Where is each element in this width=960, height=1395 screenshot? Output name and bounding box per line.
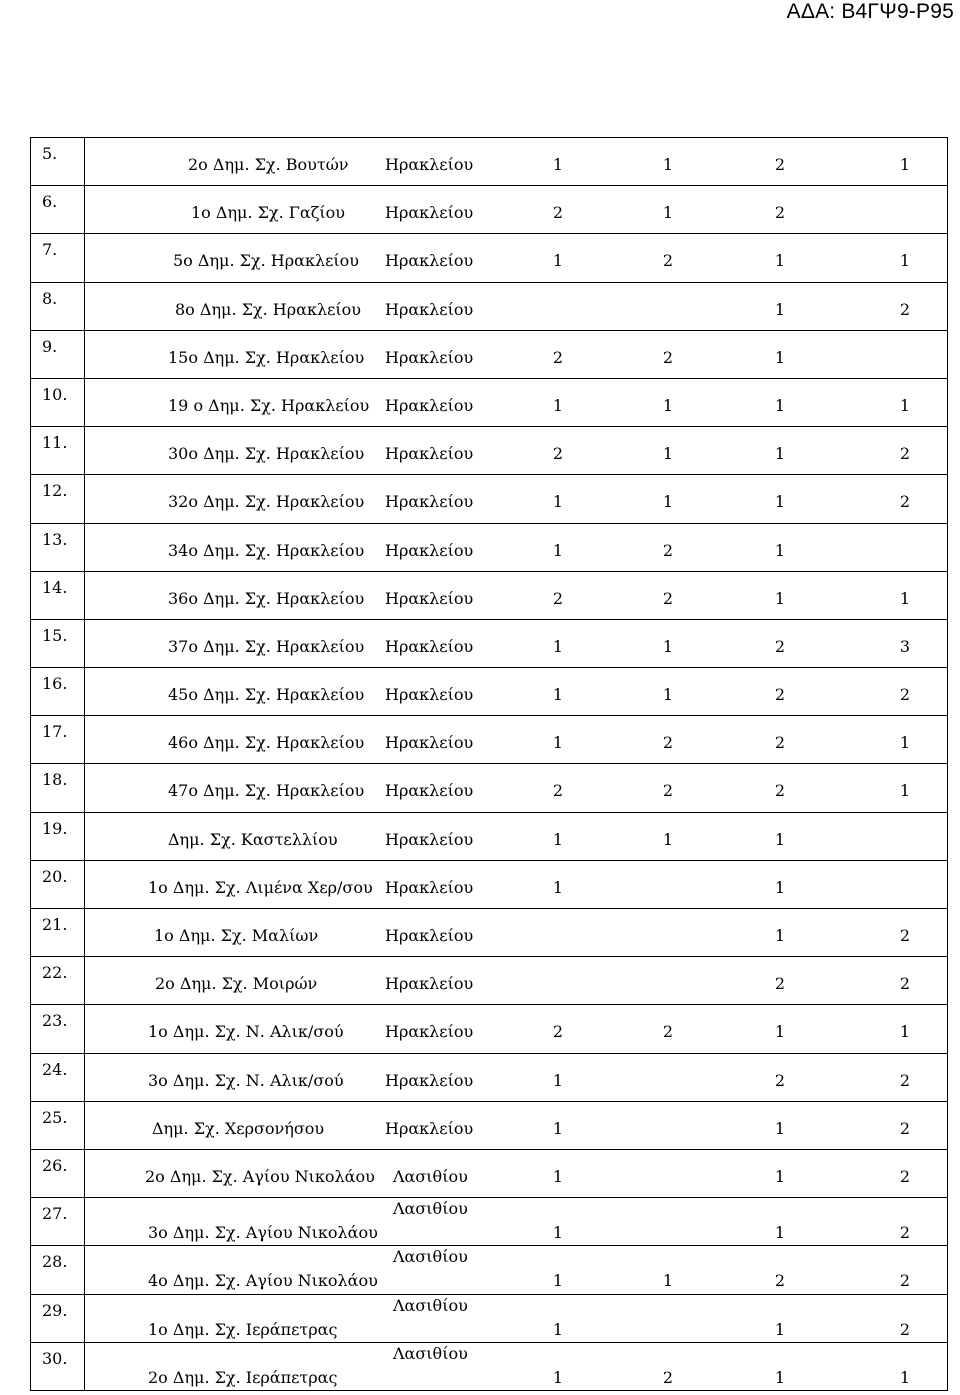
school-name: 15ο Δημ. Σχ. Ηρακλείου [168,347,365,367]
value-3: 2 [774,733,786,753]
value-4: 1 [899,251,911,271]
school-name: 45ο Δημ. Σχ. Ηρακλείου [168,685,365,705]
value-3: 1 [774,829,786,849]
value-3: 2 [774,974,786,994]
row-number: 8. [42,288,58,308]
row-number-cell [31,764,85,812]
school-name: 1ο Δημ. Σχ. Λιμένα Χερ/σου [148,877,373,897]
value-1: 1 [552,155,564,174]
row-content-cell [85,475,948,523]
value-3: 2 [774,203,786,223]
region-name: Ηρακλείου [385,685,474,705]
row-content-cell [85,282,948,330]
row-number-cell [31,234,85,282]
region-name: Ηρακλείου [385,347,474,367]
region-name: Ηρακλείου [385,926,474,945]
row-number-cell [31,716,85,764]
row-number-cell [31,378,85,426]
region-name: Ηρακλείου [385,299,474,319]
value-1: 1 [552,1118,564,1138]
value-4: 2 [899,444,911,464]
row-number: 16. [42,674,68,694]
value-1: 1 [552,395,564,415]
row-number-cell [31,330,85,378]
value-4: 3 [899,636,911,656]
row-number: 18. [42,770,68,790]
row-number-cell [31,668,85,716]
region-name: Ηρακλείου [385,540,474,560]
value-4: 2 [899,1118,911,1138]
value-2: 1 [662,829,674,849]
table-row [31,1053,948,1101]
value-1: 1 [552,829,564,849]
row-number: 7. [42,240,58,260]
value-3: 1 [774,1223,786,1243]
row-number-cell [31,1005,85,1053]
row-number: 26. [42,1155,68,1175]
value-3: 1 [774,1367,786,1387]
table-row [31,716,948,764]
school-name: 1ο Δημ. Σχ. Μαλίων [154,926,319,945]
value-3: 1 [774,588,786,608]
value-1: 1 [552,1319,564,1339]
table-row [31,282,948,330]
table-row [31,523,948,571]
value-3: 2 [774,1271,786,1291]
region-name: Λασιθίου [393,1199,468,1219]
school-name: 2ο Δημ. Σχ. Μοιρών [155,974,318,994]
school-name: 2ο Δημ. Σχ. Αγίου Νικολάου [145,1166,375,1186]
table-row [31,909,948,957]
region-name: Ηρακλείου [385,1118,474,1138]
table-row [31,1342,948,1390]
row-content-cell [85,1149,948,1197]
region-name: Λασιθίου [393,1247,468,1267]
table-row [31,1149,948,1197]
region-name: Ηρακλείου [385,636,474,656]
row-content-cell [85,619,948,667]
row-number-cell [31,1053,85,1101]
table-row [31,619,948,667]
value-2: 2 [662,1022,674,1042]
row-number: 30. [42,1348,68,1368]
row-content-cell [85,1342,948,1390]
value-1: 1 [552,492,564,512]
value-2: 1 [662,636,674,656]
value-3: 1 [774,347,786,367]
row-number: 23. [42,1011,68,1031]
row-number-cell [31,1198,85,1246]
value-1: 2 [552,444,564,464]
school-name: 2ο Δημ. Σχ. Βουτών [188,155,349,174]
row-number: 6. [42,192,58,212]
row-number: 12. [42,481,68,501]
value-3: 1 [774,1166,786,1186]
table-row [31,1005,948,1053]
table-row [31,1246,948,1294]
value-2: 1 [662,203,674,223]
table-row [31,812,948,860]
school-name: 34ο Δημ. Σχ. Ηρακλείου [168,540,365,560]
value-4: 2 [899,1166,911,1186]
row-content-cell [85,186,948,234]
row-number-cell [31,619,85,667]
value-4: 1 [899,1022,911,1042]
schools-table [30,137,948,1391]
table-row [31,668,948,716]
value-1: 1 [552,1223,564,1243]
value-4: 2 [899,685,911,705]
row-number: 13. [42,529,68,549]
row-number: 29. [42,1300,68,1320]
value-1: 1 [552,1070,564,1090]
row-number-cell [31,1149,85,1197]
value-2: 2 [662,733,674,753]
row-content-cell [85,138,948,186]
region-name: Ηρακλείου [385,877,474,897]
value-1: 1 [552,1271,564,1291]
row-content-cell [85,909,948,957]
school-name: 30ο Δημ. Σχ. Ηρακλείου [168,444,365,464]
school-name: 5ο Δημ. Σχ. Ηρακλείου [173,251,360,271]
value-2: 2 [662,781,674,801]
school-name: 1ο Δημ. Σχ. Γαζίου [191,203,345,223]
row-content-cell [85,378,948,426]
region-name: Ηρακλείου [385,781,474,801]
row-content-cell [85,716,948,764]
table-row [31,234,948,282]
region-name: Ηρακλείου [385,251,474,271]
value-2: 2 [662,251,674,271]
value-4: 1 [899,733,911,753]
region-name: Ηρακλείου [385,1070,474,1090]
row-number: 22. [42,963,68,983]
row-number: 10. [42,384,68,404]
table-row [31,138,948,186]
table-row [31,1198,948,1246]
value-2: 2 [662,540,674,560]
row-number-cell [31,138,85,186]
value-2: 1 [662,492,674,512]
value-3: 1 [774,299,786,319]
row-number-cell [31,860,85,908]
value-4: 1 [899,155,911,174]
row-content-cell [85,1101,948,1149]
row-number: 5. [42,144,58,163]
value-1: 1 [552,540,564,560]
row-content-cell [85,523,948,571]
value-2: 2 [662,347,674,367]
region-name: Ηρακλείου [385,1022,474,1042]
table-row [31,475,948,523]
row-number: 17. [42,722,68,742]
table-row [31,764,948,812]
school-name: 19 ο Δημ. Σχ. Ηρακλείου [168,395,370,415]
school-name: 1ο Δημ. Σχ. Ν. Αλικ/σού [148,1022,344,1042]
row-number-cell [31,523,85,571]
row-content-cell [85,234,948,282]
row-content-cell [85,860,948,908]
row-number: 27. [42,1204,68,1224]
row-number: 20. [42,866,68,886]
value-2: 2 [662,1367,674,1387]
table-row [31,860,948,908]
row-content-cell [85,812,948,860]
value-2: 1 [662,685,674,705]
value-4: 2 [899,974,911,994]
row-content-cell [85,668,948,716]
value-3: 1 [774,395,786,415]
region-name: Ηρακλείου [385,395,474,415]
row-number: 9. [42,336,58,356]
value-3: 1 [774,877,786,897]
school-name: 2ο Δημ. Σχ. Ιεράπετρας [148,1367,338,1387]
value-1: 1 [552,733,564,753]
row-content-cell [85,1246,948,1294]
value-4: 2 [899,299,911,319]
value-2: 1 [662,395,674,415]
value-3: 1 [774,251,786,271]
value-4: 2 [899,492,911,512]
row-content-cell [85,764,948,812]
school-name: 3ο Δημ. Σχ. Αγίου Νικολάου [148,1223,378,1243]
value-1: 1 [552,636,564,656]
region-name: Ηρακλείου [385,829,474,849]
region-name: Λασιθίου [393,1295,468,1315]
value-1: 1 [552,1367,564,1387]
value-1: 1 [552,685,564,705]
value-1: 2 [552,1022,564,1042]
row-content-cell [85,330,948,378]
value-2: 1 [662,1271,674,1291]
value-3: 2 [774,1070,786,1090]
value-4: 2 [899,1319,911,1339]
value-4: 1 [899,1367,911,1387]
region-name: Ηρακλείου [385,203,474,223]
school-name: 32ο Δημ. Σχ. Ηρακλείου [168,492,365,512]
school-name: Δημ. Σχ. Χερσονήσου [152,1118,325,1138]
row-number-cell [31,1101,85,1149]
school-name: 3ο Δημ. Σχ. Ν. Αλικ/σού [148,1070,344,1090]
value-1: 2 [552,781,564,801]
row-number: 15. [42,625,68,645]
table-row [31,186,948,234]
school-name: 1ο Δημ. Σχ. Ιεράπετρας [148,1319,338,1339]
row-content-cell [85,1053,948,1101]
value-3: 2 [774,685,786,705]
row-number-cell [31,957,85,1005]
value-3: 1 [774,492,786,512]
school-name: Δημ. Σχ. Καστελλίου [168,829,338,849]
school-name: 47ο Δημ. Σχ. Ηρακλείου [168,781,365,801]
region-name: Ηρακλείου [385,733,474,753]
table-row [31,571,948,619]
row-number: 28. [42,1252,68,1272]
value-3: 1 [774,1022,786,1042]
row-number-cell [31,282,85,330]
row-content-cell [85,427,948,475]
value-2: 1 [662,444,674,464]
region-name: Λασιθίου [393,1166,468,1186]
value-3: 1 [774,540,786,560]
value-4: 1 [899,395,911,415]
value-3: 1 [774,1118,786,1138]
region-name: Ηρακλείου [385,588,474,608]
row-number-cell [31,812,85,860]
row-number: 11. [42,433,68,453]
row-content-cell [85,571,948,619]
value-3: 2 [774,155,786,174]
value-3: 1 [774,1319,786,1339]
table-row [31,957,948,1005]
row-number: 25. [42,1107,68,1127]
school-name: 36ο Δημ. Σχ. Ηρακλείου [168,588,365,608]
value-3: 1 [774,444,786,464]
table-row [31,1101,948,1149]
row-number-cell [31,427,85,475]
row-number: 14. [42,577,68,597]
row-number-cell [31,186,85,234]
table-row [31,378,948,426]
value-4: 1 [899,588,911,608]
row-content-cell [85,957,948,1005]
row-content-cell [85,1294,948,1342]
value-3: 1 [774,926,786,945]
row-number: 19. [42,818,68,838]
school-name: 4ο Δημ. Σχ. Αγίου Νικολάου [148,1271,378,1291]
value-4: 2 [899,1223,911,1243]
row-number: 21. [42,915,68,934]
value-3: 2 [774,636,786,656]
row-number-cell [31,1246,85,1294]
value-4: 2 [899,1271,911,1291]
school-name: 8ο Δημ. Σχ. Ηρακλείου [175,299,362,319]
value-1: 2 [552,347,564,367]
value-1: 2 [552,588,564,608]
row-number-cell [31,475,85,523]
region-name: Ηρακλείου [385,974,474,994]
row-number-cell [31,571,85,619]
value-1: 2 [552,203,564,223]
value-4: 1 [899,781,911,801]
region-name: Ηρακλείου [385,444,474,464]
school-name: 46ο Δημ. Σχ. Ηρακλείου [168,733,365,753]
school-name: 37ο Δημ. Σχ. Ηρακλείου [168,636,365,656]
region-name: Ηρακλείου [385,492,474,512]
row-content-cell [85,1005,948,1053]
row-number: 24. [42,1059,68,1079]
value-2: 2 [662,588,674,608]
region-name: Ηρακλείου [385,155,474,174]
row-number-cell [31,909,85,957]
ada-header: ΑΔΑ: Β4ΓΨ9-Ρ95 [786,0,954,23]
value-3: 2 [774,781,786,801]
value-1: 1 [552,877,564,897]
table-row [31,330,948,378]
table-row [31,427,948,475]
row-content-cell [85,1198,948,1246]
row-number-cell [31,1294,85,1342]
row-number-cell [31,1342,85,1390]
value-2: 1 [662,155,674,174]
region-name: Λασιθίου [393,1343,468,1363]
value-4: 2 [899,1070,911,1090]
value-1: 1 [552,251,564,271]
value-4: 2 [899,926,911,945]
value-1: 1 [552,1166,564,1186]
table-row [31,1294,948,1342]
